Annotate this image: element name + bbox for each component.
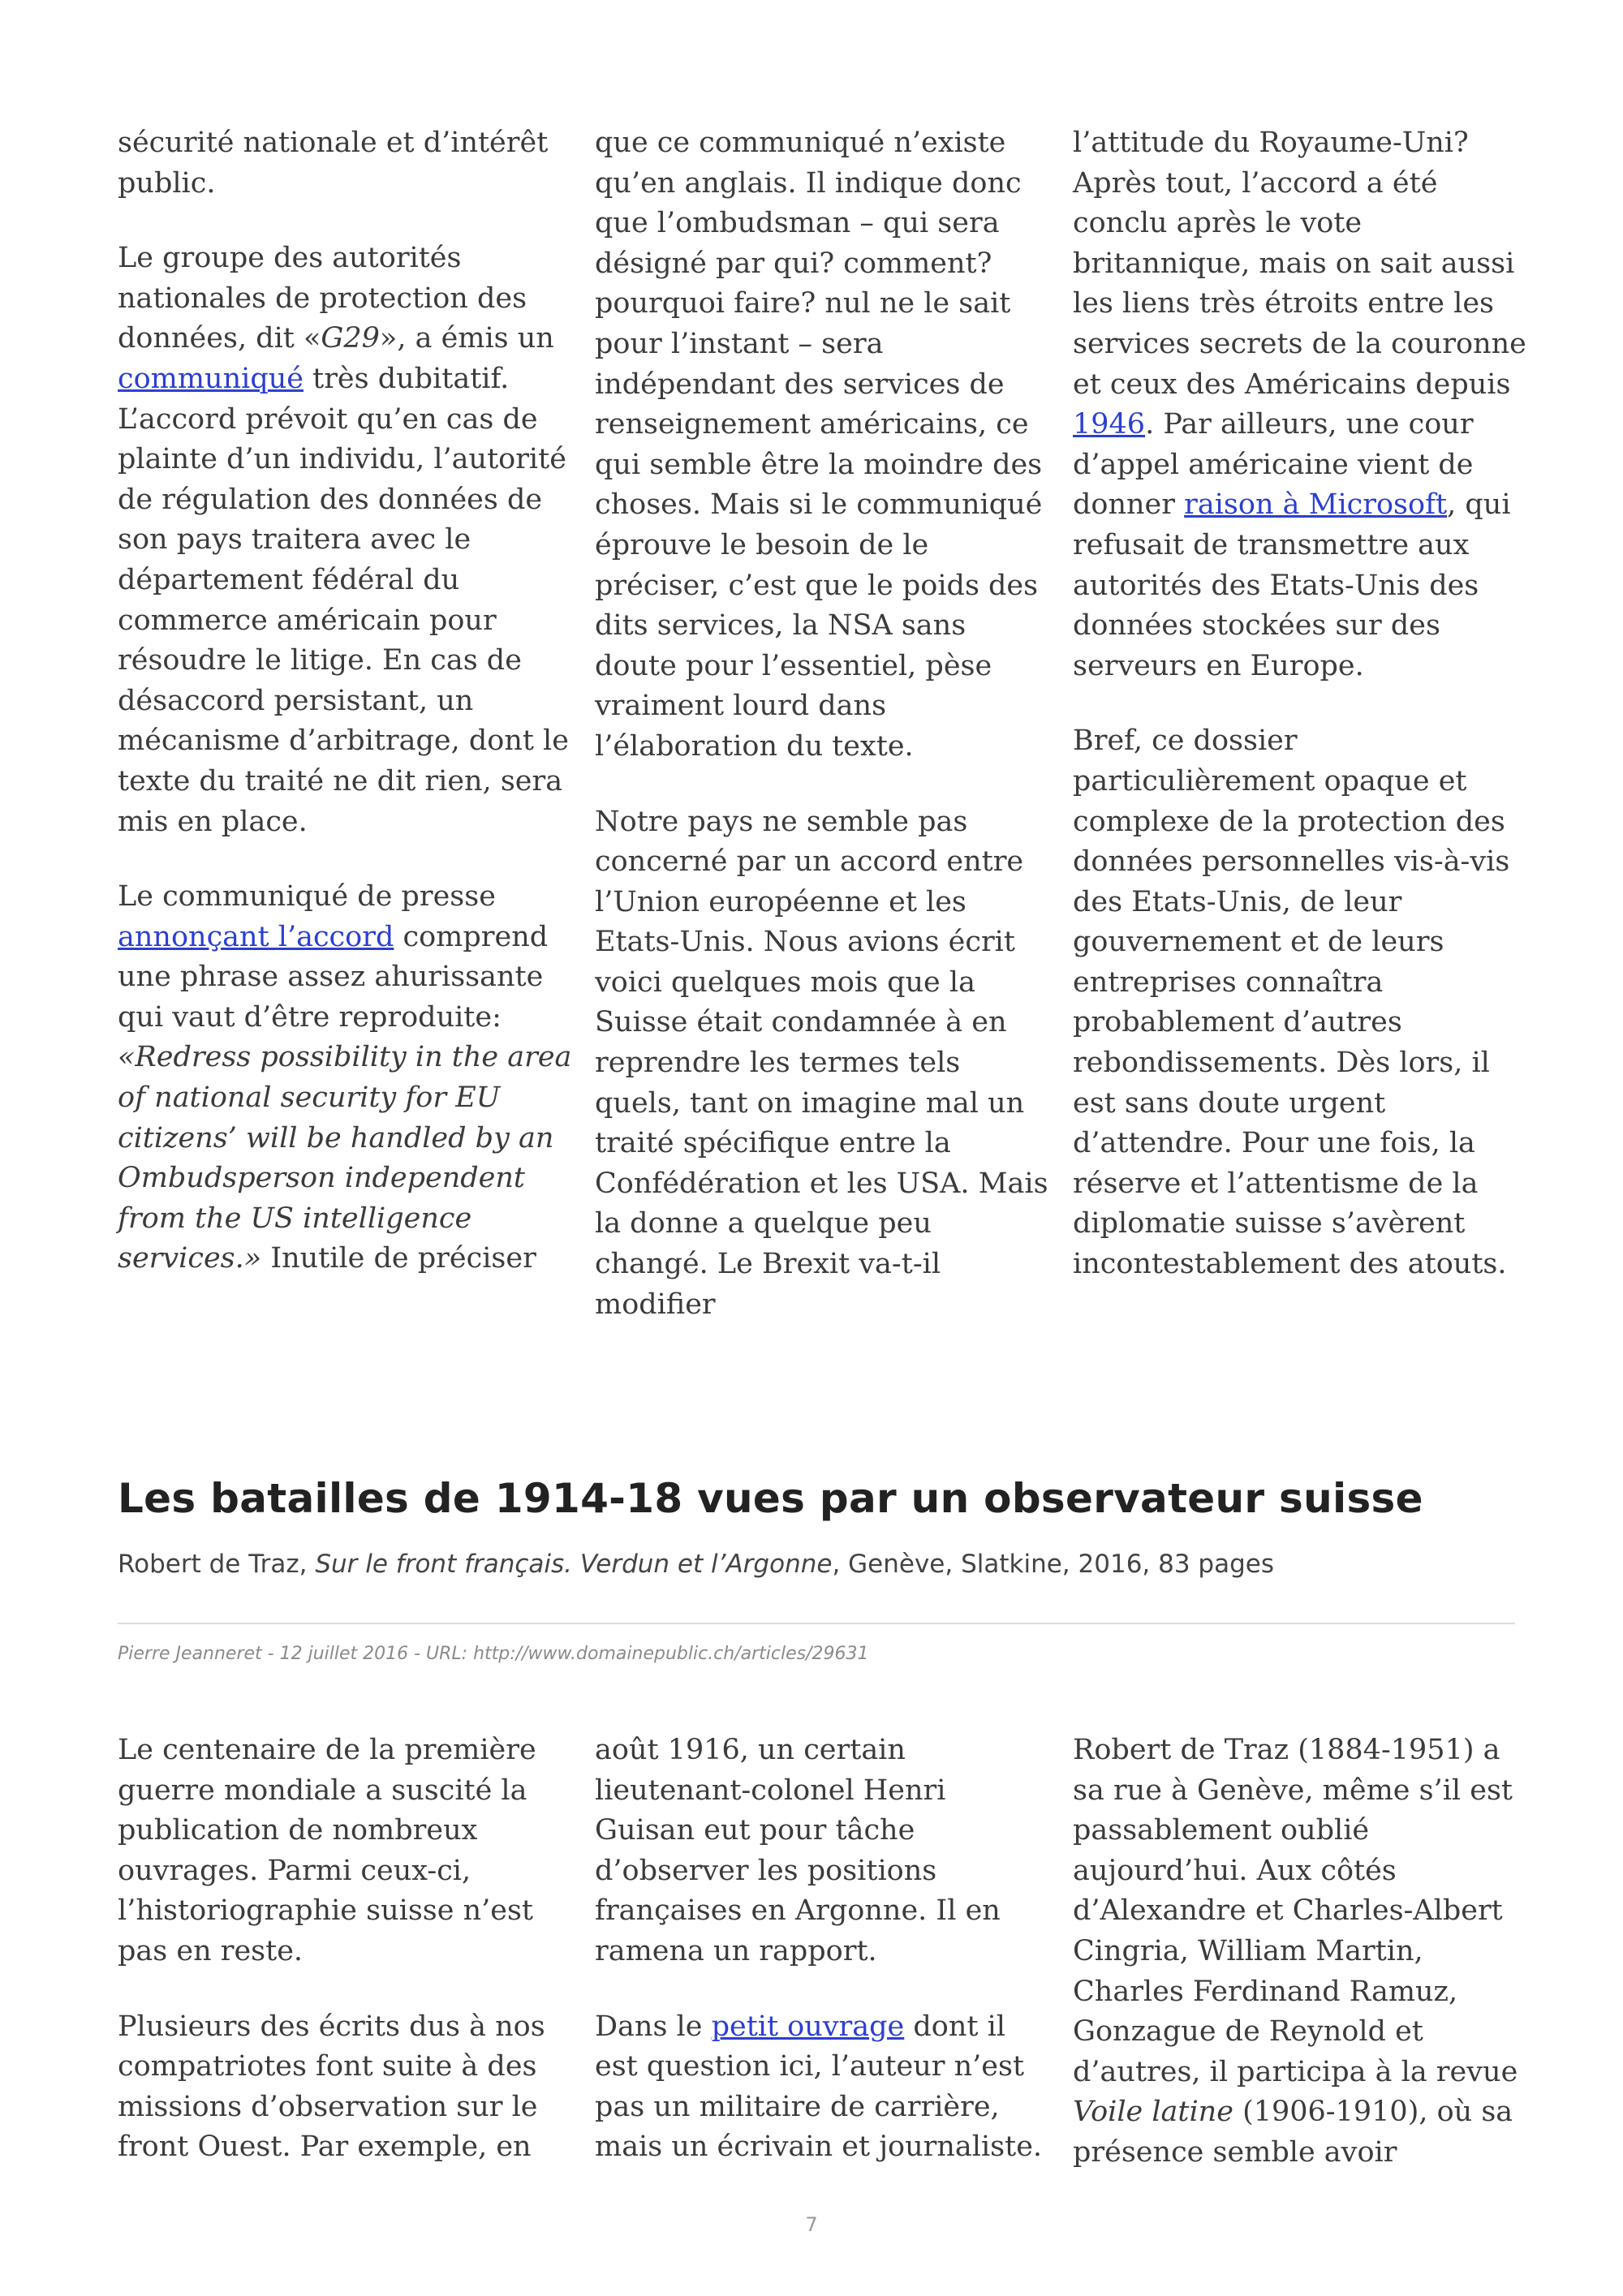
book-title: Sur le front français. Verdun et l’Argonne [315,1550,833,1579]
paragraph: Dans le petit ouvrage dont il est question ici, l’auteur n’est pas un militaire de carrière, mais un écrivain et journaliste. [595,2010,1043,2164]
article-meta: Pierre Jeanneret - 12 juillet 2016 - URL: http://www.domainepublic.ch/articles/29631 [118,1644,869,1664]
paragraph: l’attitude du Royaume-Uni? Après tout, l’accord a été conclu après le vote britannique, mais on sait aussi les liens très étroits entre les services secrets de la couronne et ceux des Américains depuis 1946. Par ailleurs, une cour d’appel américaine vient de donner raison à Microsoft, qui refusait de transmettre aux autorités des Etats-Unis des données stockées sur des serveurs en Europe. [1073,127,1526,682]
paragraph: sécurité nationale et d’intérêt public. [118,127,549,200]
link-1946[interactable]: 1946 [1073,408,1146,441]
bottom-column-2 [595,1731,1049,2168]
top-column-3 [1073,123,1527,1285]
paragraph: Robert de Traz (1884-1951) a sa rue à Genève, même s’il est passablement oublié aujourd’hui. Aux côtés d’Alexandre et Charles-Albert Cingria, William Martin, Charles Ferdinand Ramuz, Gonzague de Reynold et d’autres, il participa à la revue Voile latine (1906-1910), où sa présence semble avoir [1073,1734,1518,2169]
paragraph: Le groupe des autorités nationales de protection des données, dit «G29», a émis un communiqué très dubitatif. L’accord prévoit qu’en cas de plainte d’un individu, l’autorité de régulation des données de son pays traitera avec le département fédéral du commerce américain pour résoudre le litige. En cas de désaccord persistant, un mécanisme d’arbitrage, dont le texte du traité ne dit rien, sera mis en place. [118,242,569,838]
article-title: Les batailles de 1914-18 vues par un observateur suisse [118,1475,1423,1522]
book-reference: Robert de Traz, Sur le front français. Verdun et l’Argonne, Genève, Slatkine, 2016, 83 pages [118,1550,1274,1579]
bottom-column-3 [1073,1731,1527,2173]
italic-title: Voile latine [1073,2096,1233,2129]
quote: «Redress possibility in the area of national security for EU citizens’ will be handled by an Ombudsperson independent from the US intelligence services.» [118,1041,572,1275]
paragraph: août 1916, un certain lieutenant-colonel Henri Guisan eut pour tâche d’observer les positions françaises en Argonne. Il en ramena un rapport. [595,1734,1001,1967]
link-annonce-accord[interactable]: annonçant l’accord [118,920,394,953]
divider [118,1623,1515,1624]
link-microsoft[interactable]: raison à Microsoft [1184,488,1448,522]
italic-term: G29 [321,322,380,355]
paragraph: Bref, ce dossier particulièrement opaque et complexe de la protection des données personnelles vis-à-vis des Etats-Unis, de leur gouvernement et de leurs entreprises connaîtra probablement d’autres rebondissements. Dès lors, il est sans doute urgent d’attendre. Pour une fois, la réserve et l’attentisme de la diplomatie suisse s’avèrent incontestablement des atouts. [1073,724,1510,1281]
paragraph: que ce communiqué n’existe qu’en anglais. Il indique donc que l’ombudsman – qui sera désigné par qui? comment? pourquoi faire? nul ne le sait pour l’instant – sera indépendant des services de renseignement américains, ce qui semble être la moindre des choses. Mais si le communiqué éprouve le besoin de le préciser, c’est que le poids des dits services, la NSA sans doute pour l’essentiel, pèse vraiment lourd dans l’élaboration du texte. [595,127,1043,763]
top-column-2 [595,123,1049,1325]
paragraph: Le centenaire de la première guerre mondiale a suscité la publication de nombreux ouvrages. Parmi ceux-ci, l’historiographie suisse n’est pas en reste. [118,1734,536,1967]
bottom-column-1 [118,1731,572,2168]
paragraph: Notre pays ne semble pas concerné par un accord entre l’Union européenne et les Etats-Unis. Nous avions écrit voici quelques mois que la Suisse était condamnée à en reprendre les termes tels quels, tant on imagine mal un traité spécifique entre la Confédération et les USA. Mais la donne a quelque peu changé. Le Brexit va-t-il modifier [595,805,1048,1321]
paragraph: Le communiqué de presse annonçant l’accord comprend une phrase assez ahurissante qui vaut d’être reproduite: «Redress possibility in the area of national security for EU citizens’ will be handled by an Ombudsperson independent from the US intelligence services.» Inutile de préciser [118,880,572,1275]
top-column-1 [118,123,572,1279]
paragraph: Plusieurs des écrits dus à nos compatriotes font suite à des missions d’observation sur le front Ouest. Par exemple, en [118,2010,545,2164]
link-communique[interactable]: communiqué [118,362,304,395]
link-petit-ouvrage[interactable]: petit ouvrage [711,2010,905,2043]
page-number: 7 [805,2213,818,2236]
